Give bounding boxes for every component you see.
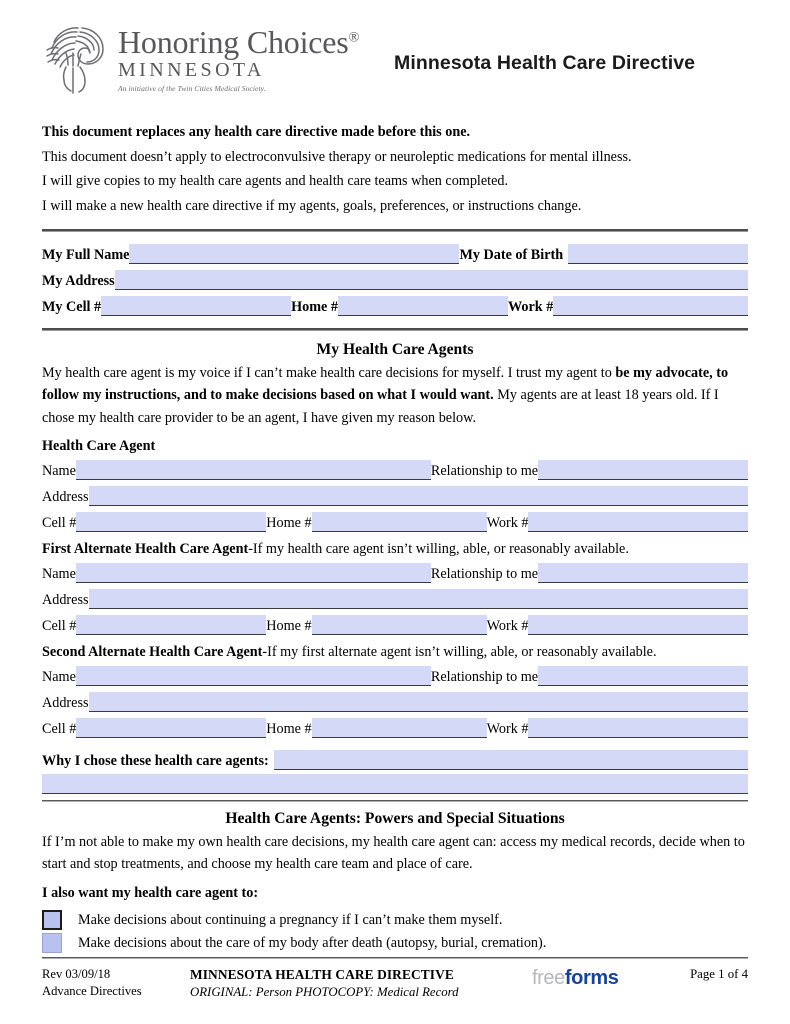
agent-address-input[interactable] <box>89 486 749 506</box>
health-care-agents-section <box>42 341 748 793</box>
document-footer <box>42 966 748 1010</box>
brand-state: MINNESOTA <box>118 59 265 81</box>
agent-name-label: Name <box>42 565 76 582</box>
full-name-input[interactable] <box>129 244 459 264</box>
intro-statements <box>42 122 748 217</box>
footer-revision <box>42 966 142 1000</box>
row-agent-address <box>42 484 748 506</box>
agent-heading-first-alternate: First Alternate Health Care Agent-If my health care agent isn’t willing, able, or reasonably available. <box>42 540 629 557</box>
agent-work-label: Work # <box>486 514 529 531</box>
agent-cell-input[interactable] <box>76 615 266 635</box>
work-input[interactable] <box>553 296 748 316</box>
page-number: Page 1 of 4 <box>690 967 748 981</box>
freeforms-logo: freeforms <box>532 967 619 989</box>
agent-address-input[interactable] <box>89 692 749 712</box>
agent-heading-primary: Health Care Agent <box>42 437 156 454</box>
pregnancy-decisions-label: Make decisions about continuing a pregnancy if I can’t make them myself. <box>78 911 503 928</box>
agent-work-input[interactable] <box>528 512 748 532</box>
divider-above-powers <box>42 800 748 802</box>
row-agent-address <box>42 587 748 609</box>
cell-label: My Cell # <box>42 299 102 316</box>
row-agent-address <box>42 690 748 712</box>
brand-name: Honoring Choices® <box>118 24 359 60</box>
footer-advance-directives: Advance Directives <box>42 984 142 998</box>
agent-relationship-label: Relationship to me <box>430 462 539 479</box>
home-label: Home # <box>291 299 338 316</box>
honoring-choices-logo <box>42 22 359 94</box>
pregnancy-decisions-checkbox[interactable] <box>42 910 62 930</box>
full-name-label: My Full Name <box>42 247 130 264</box>
body-after-death-checkbox[interactable] <box>42 933 62 953</box>
agent-cell-input[interactable] <box>76 512 266 532</box>
work-label: Work # <box>508 299 554 316</box>
row-agent-phones <box>42 716 748 738</box>
footer-copy-note: ORIGINAL: Person PHOTOCOPY: Medical Record <box>190 985 459 1000</box>
date-of-birth-input[interactable] <box>568 244 748 264</box>
agent-work-label: Work # <box>486 617 529 634</box>
agent-address-label: Address <box>42 488 89 505</box>
page-title: Minnesota Health Care Directive <box>394 52 696 74</box>
intro-line-4: I will make a new health care directive if my agents, goals, preferences, or instructions change. <box>42 197 582 214</box>
footer-doc-info <box>190 966 459 1001</box>
agent-relationship-label: Relationship to me <box>430 565 539 582</box>
agent-block-first-alternate <box>42 541 748 635</box>
agent-address-label: Address <box>42 694 89 711</box>
agent-heading-second-alternate: Second Alternate Health Care Agent-If my first alternate agent isn’t willing, able, or reasonably available. <box>42 643 657 660</box>
agent-block-second-alternate <box>42 644 748 738</box>
checkbox-row-body-after-death[interactable] <box>42 932 748 954</box>
powers-section-title: Health Care Agents: Powers and Special Situations <box>225 809 565 827</box>
why-chose-label: Why I chose these health care agents: <box>42 752 269 769</box>
date-of-birth-label: My Date of Birth <box>459 247 564 264</box>
agent-name-label: Name <box>42 668 76 685</box>
agent-relationship-input[interactable] <box>538 666 748 686</box>
also-want-label: I also want my health care agent to: <box>42 885 259 902</box>
row-phones <box>42 294 748 316</box>
agent-address-label: Address <box>42 591 89 608</box>
agent-home-label: Home # <box>266 514 312 531</box>
agent-home-input[interactable] <box>312 718 487 738</box>
agent-address-input[interactable] <box>89 589 749 609</box>
address-input[interactable] <box>115 270 748 290</box>
brand-wordmark <box>118 22 359 93</box>
powers-section <box>42 810 748 954</box>
divider-above-personal-info <box>42 229 748 232</box>
row-full-name-dob <box>42 242 748 264</box>
agent-cell-label: Cell # <box>42 617 77 634</box>
agent-work-label: Work # <box>486 720 529 737</box>
intro-line-3: I will give copies to my health care agents and health care teams when completed. <box>42 173 509 190</box>
footer-divider <box>42 957 748 959</box>
row-why-chose <box>42 748 748 770</box>
agent-cell-input[interactable] <box>76 718 266 738</box>
agent-cell-label: Cell # <box>42 720 77 737</box>
agent-relationship-label: Relationship to me <box>430 668 539 685</box>
agent-cell-label: Cell # <box>42 514 77 531</box>
footer-rev-date: Rev 03/09/18 <box>42 967 111 981</box>
agent-name-input[interactable] <box>76 563 431 583</box>
agent-name-input[interactable] <box>76 460 431 480</box>
agents-section-title: My Health Care Agents <box>316 341 474 359</box>
home-input[interactable] <box>338 296 508 316</box>
personal-info-fields <box>42 242 748 316</box>
footer-doc-name: MINNESOTA HEALTH CARE DIRECTIVE <box>190 967 454 982</box>
document-header <box>42 0 748 100</box>
agent-home-input[interactable] <box>312 615 487 635</box>
agent-relationship-input[interactable] <box>538 460 748 480</box>
address-label: My Address <box>42 273 115 290</box>
intro-line-2: This document doesn’t apply to electroconvulsive therapy or neuroleptic medications for mental illness. <box>42 148 632 165</box>
powers-section-paragraph: If I’m not able to make my own health care decisions, my health care agent can: access my medical records, decide when to start and stop treatments, and choose my health care team and place of care. <box>42 833 745 872</box>
agent-powers-checkbox-group <box>42 909 748 954</box>
agent-home-label: Home # <box>266 617 312 634</box>
agents-section-paragraph: My health care agent is my voice if I can’t make health care decisions for myself. I trust my agent to be my advocate, to follow my instructions, and to make decisions based on what I would want. My agents are at least 18 years old. If I chose my health care provider to be an agent, I have given my reason below. <box>42 365 729 426</box>
row-address <box>42 268 748 290</box>
agent-block-primary <box>42 438 748 532</box>
row-agent-phones <box>42 613 748 635</box>
row-agent-phones <box>42 510 748 532</box>
agent-work-input[interactable] <box>528 718 748 738</box>
agent-home-input[interactable] <box>312 512 487 532</box>
agent-name-label: Name <box>42 462 76 479</box>
why-chose-input-line1[interactable] <box>274 750 748 770</box>
agent-home-label: Home # <box>266 720 312 737</box>
body-after-death-label: Make decisions about the care of my body after death (autopsy, burial, cremation). <box>78 934 547 951</box>
divider-above-agents <box>42 328 748 331</box>
registered-trademark-icon: ® <box>348 30 359 46</box>
agent-relationship-input[interactable] <box>538 563 748 583</box>
agent-work-input[interactable] <box>528 615 748 635</box>
agent-name-input[interactable] <box>76 666 431 686</box>
row-agent-name <box>42 561 748 583</box>
cell-input[interactable] <box>101 296 291 316</box>
intro-line-1: This document replaces any health care directive made before this one. <box>42 124 471 140</box>
tree-fingerprint-logo-icon <box>42 22 112 94</box>
row-agent-name <box>42 458 748 480</box>
why-chose-agents-block <box>42 748 748 794</box>
why-chose-input-line2[interactable] <box>42 774 748 794</box>
checkbox-row-pregnancy[interactable] <box>42 909 748 931</box>
row-agent-name <box>42 664 748 686</box>
brand-tagline: An initiative of the Twin Cities Medical Society. <box>118 84 266 93</box>
